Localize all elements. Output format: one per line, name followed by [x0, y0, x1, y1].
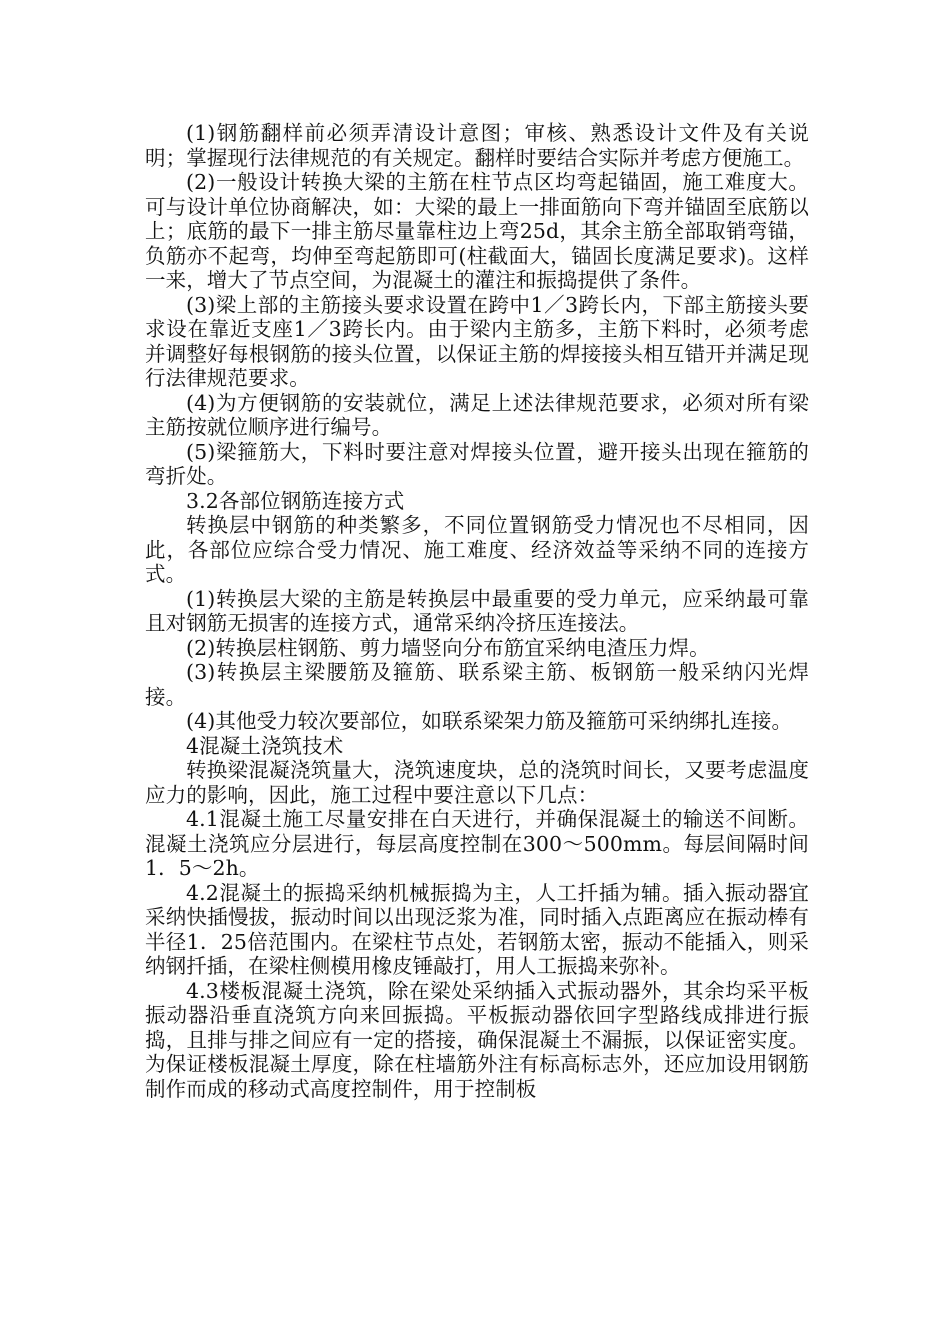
paragraph-rebar-detailing-2: (2)一般设计转换大梁的主筋在柱节点区均弯起锚固，施工难度大。可与设计单位协商解决，如：大梁的最上一排面筋向下弯并锚固至底筋以上；底筋的最下一排主筋尽量靠柱边上弯25d，其余主筋全部取销弯锚，负筋亦不起弯，均伸至弯起筋即可(柱截面大，锚固长度满足要求)。这样一来，增大了节点空间，为混凝土的灌注和振捣提供了条件。: [145, 170, 809, 292]
document-body: [145, 121, 809, 1101]
paragraph-rebar-detailing-5: (5)梁箍筋大，下料时要注意对焊接头位置，避开接头出现在箍筋的弯折处。: [145, 439, 809, 488]
paragraph-connection-3: (3)转换层主梁腰筋及箍筋、联系梁主筋、板钢筋一般采纳闪光焊接。: [145, 660, 809, 709]
paragraph-rebar-detailing-3: (3)梁上部的主筋接头要求设置在跨中1／3跨长内，下部主筋接头要求设在靠近支座1／3跨长内。由于梁内主筋多，主筋下料时，必须考虑并调整好每根钢筋的接头位置，以保证主筋的焊接接头相互错开并满足现行法律规范要求。: [145, 292, 809, 390]
paragraph-connection-intro: 转换层中钢筋的种类繁多，不同位置钢筋受力情况也不尽相同，因此，各部位应综合受力情况、施工难度、经济效益等采纳不同的连接方式。: [145, 513, 809, 586]
paragraph-concrete-4-2: 4.2混凝土的振捣采纳机械振捣为主，人工扦插为辅。插入振动器宜采纳快插慢拔，振动时间以出现泛浆为准，同时插入点距离应在振动棒有半径1．25倍范围内。在梁柱节点处，若钢筋太密，振动不能插入，则采纳钢扦插，在梁柱侧模用橡皮锤敲打，用人工振捣来弥补。: [145, 880, 809, 978]
section-heading-4: 4混凝土浇筑技术: [186, 733, 344, 758]
paragraph-connection-4: (4)其他受力较次要部位，如联系梁架力筋及箍筋可采纳绑扎连接。: [186, 709, 793, 733]
paragraph-concrete-intro: 转换梁混凝浇筑量大，浇筑速度块，总的浇筑时间长，又要考虑温度应力的影响，因此，施工过程中要注意以下几点：: [145, 758, 809, 807]
paragraph-connection-1: (1)转换层大梁的主筋是转换层中最重要的受力单元，应采纳最可靠且对钢筋无损害的连接方式，通常采纳冷挤压连接法。: [145, 586, 809, 635]
paragraph-concrete-4-1: 4.1混凝土施工尽量安排在白天进行，并确保混凝土的输送不间断。混凝土浇筑应分层进行，每层高度控制在300～500mm。每层间隔时间1．5～2h。: [145, 807, 809, 880]
paragraph-connection-2: (2)转换层柱钢筋、剪力墙竖向分布筋宜采纳电渣压力焊。: [186, 635, 710, 660]
paragraph-rebar-detailing-4: (4)为方便钢筋的安装就位，满足上述法律规范要求，必须对所有梁主筋按就位顺序进行编号。: [145, 390, 809, 439]
paragraph-concrete-4-3: 4.3楼板混凝土浇筑，除在梁处采纳插入式振动器外，其余均采平板振动器沿垂直浇筑方向来回振捣。平板振动器依回字型路线成排进行振捣，且排与排之间应有一定的搭接，确保混凝土不漏振，以保证密实度。为保证楼板混凝土厚度，除在柱墙筋外注有标高标志外，还应加设用钢筋制作而成的移动式高度控制件，用于控制板: [145, 978, 809, 1101]
section-heading-3-2: 3.2各部位钢筋连接方式: [186, 488, 405, 513]
paragraph-rebar-detailing-1: (1)钢筋翻样前必须弄清设计意图；审核、熟悉设计文件及有关说明；掌握现行法律规范的有关规定。翻样时要结合实际并考虑方便施工。: [145, 121, 809, 170]
